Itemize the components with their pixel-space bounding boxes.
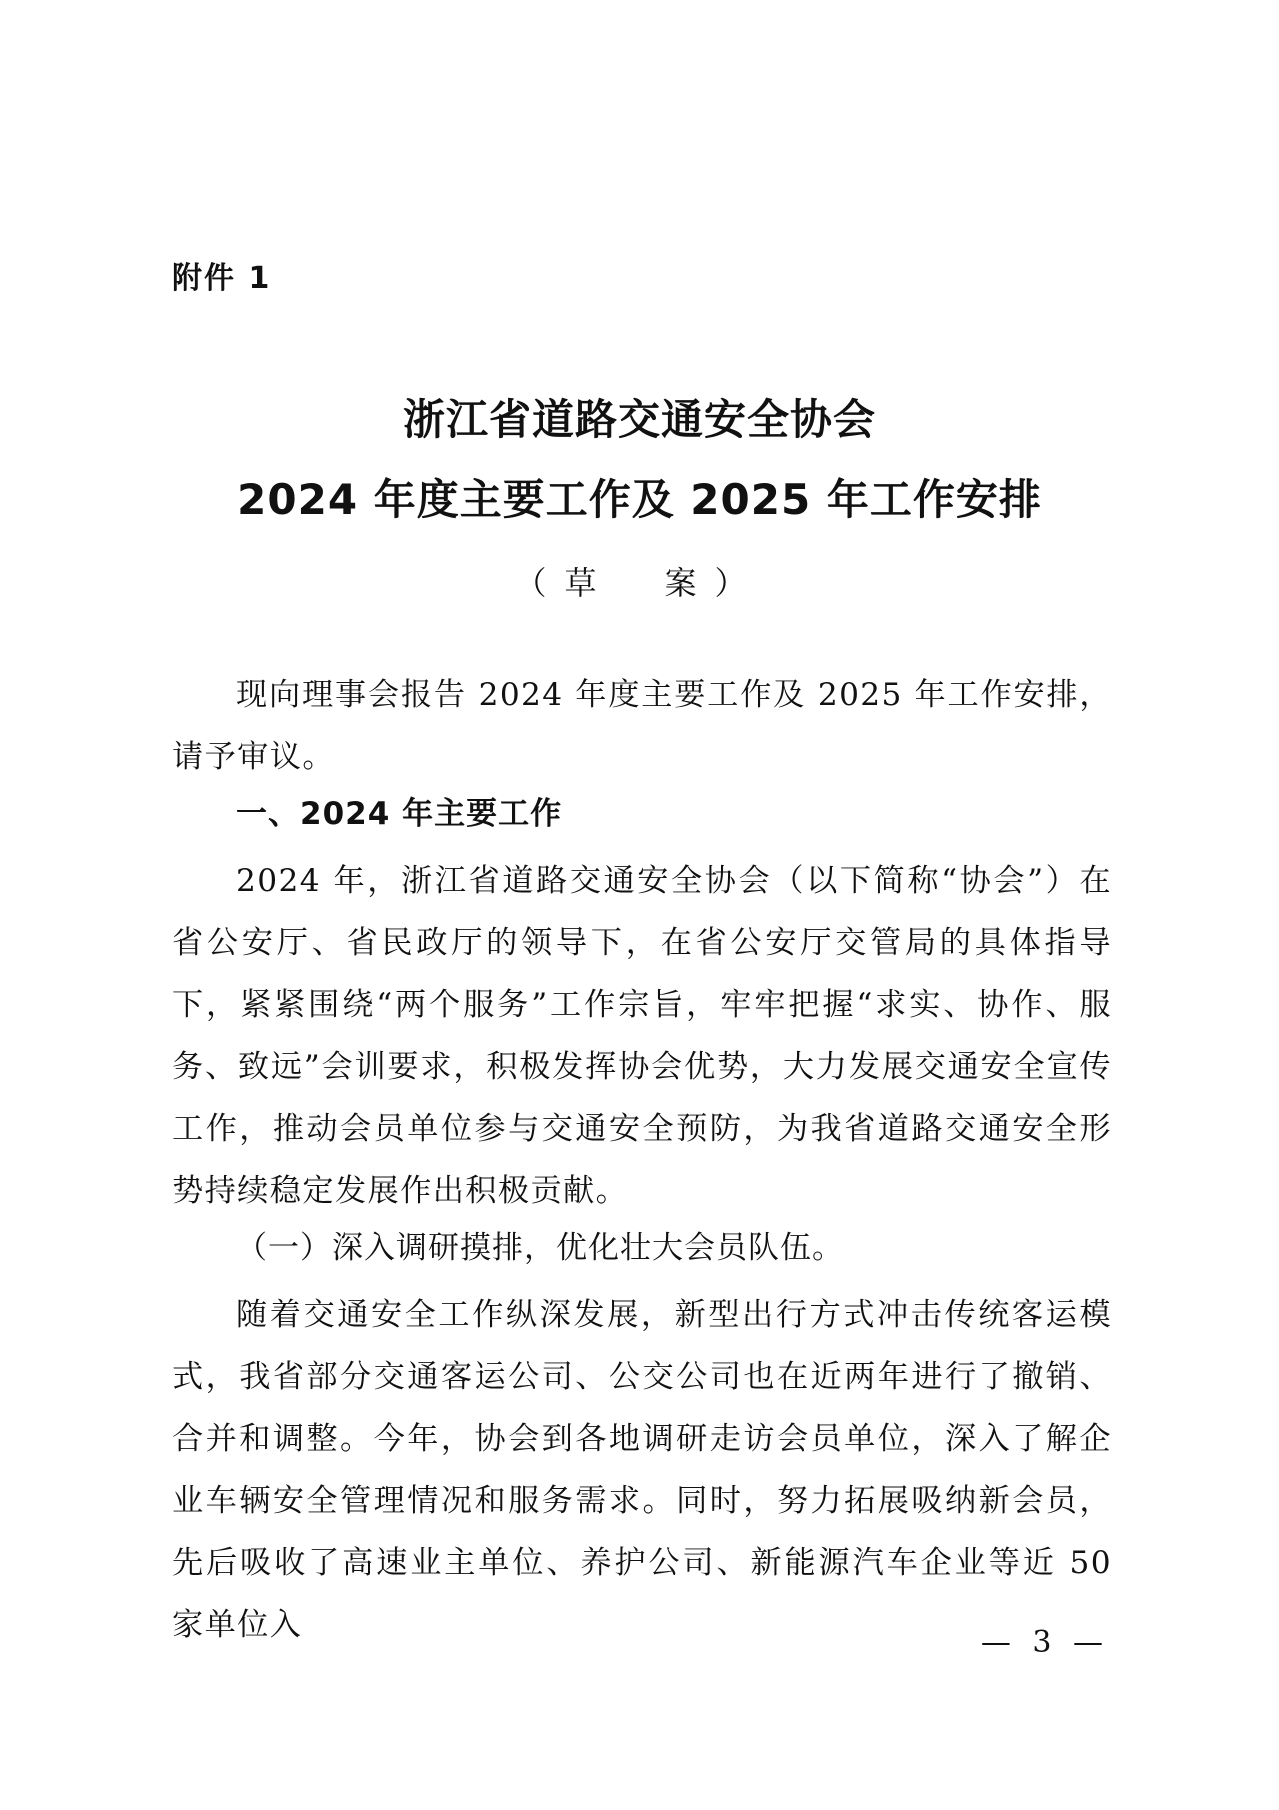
document-title-line2: 2024 年度主要工作及 2025 年工作安排: [237, 475, 1042, 524]
draft-label: （草 案）: [514, 564, 765, 602]
document-title-line1: 浙江省道路交通安全协会: [402, 395, 876, 444]
subsection1-paragraph: 随着交通安全工作纵深发展，新型出行方式冲击传统客运模式，我省部分交通客运公司、公交公司也在近两年进行了撤销、合并和调整。今年，协会到各地调研走访会员单位，深入了解企业车辆安全管理情况和服务需求。同时，努力拓展吸纳新会员，先后吸收了高速业主单位、养护公司、新能源汽车企业等近 50 家单位入: [172, 1297, 1112, 1643]
subsection1-heading: （一）深入调研摸排，优化壮大会员队伍。: [236, 1230, 844, 1266]
page-number: — 3 —: [980, 1625, 1109, 1660]
section1-heading: 一、2024 年主要工作: [236, 796, 563, 832]
attachment-label: 附件 1: [172, 261, 272, 296]
intro-paragraph: 现向理事会报告 2024 年度主要工作及 2025 年工作安排，请予审议。: [172, 677, 1112, 775]
section1-paragraph: 2024 年，浙江省道路交通安全协会（以下简称“协会”）在省公安厅、省民政厅的领导下，在省公安厅交管局的具体指导下，紧紧围绕“两个服务”工作宗旨，牢牢把握“求实、协作、服务、致远”会训要求，积极发挥协会优势，大力发展交通安全宣传工作，推动会员单位参与交通安全预防，为我省道路交通安全形势持续稳定发展作出积极贡献。: [172, 863, 1112, 1209]
